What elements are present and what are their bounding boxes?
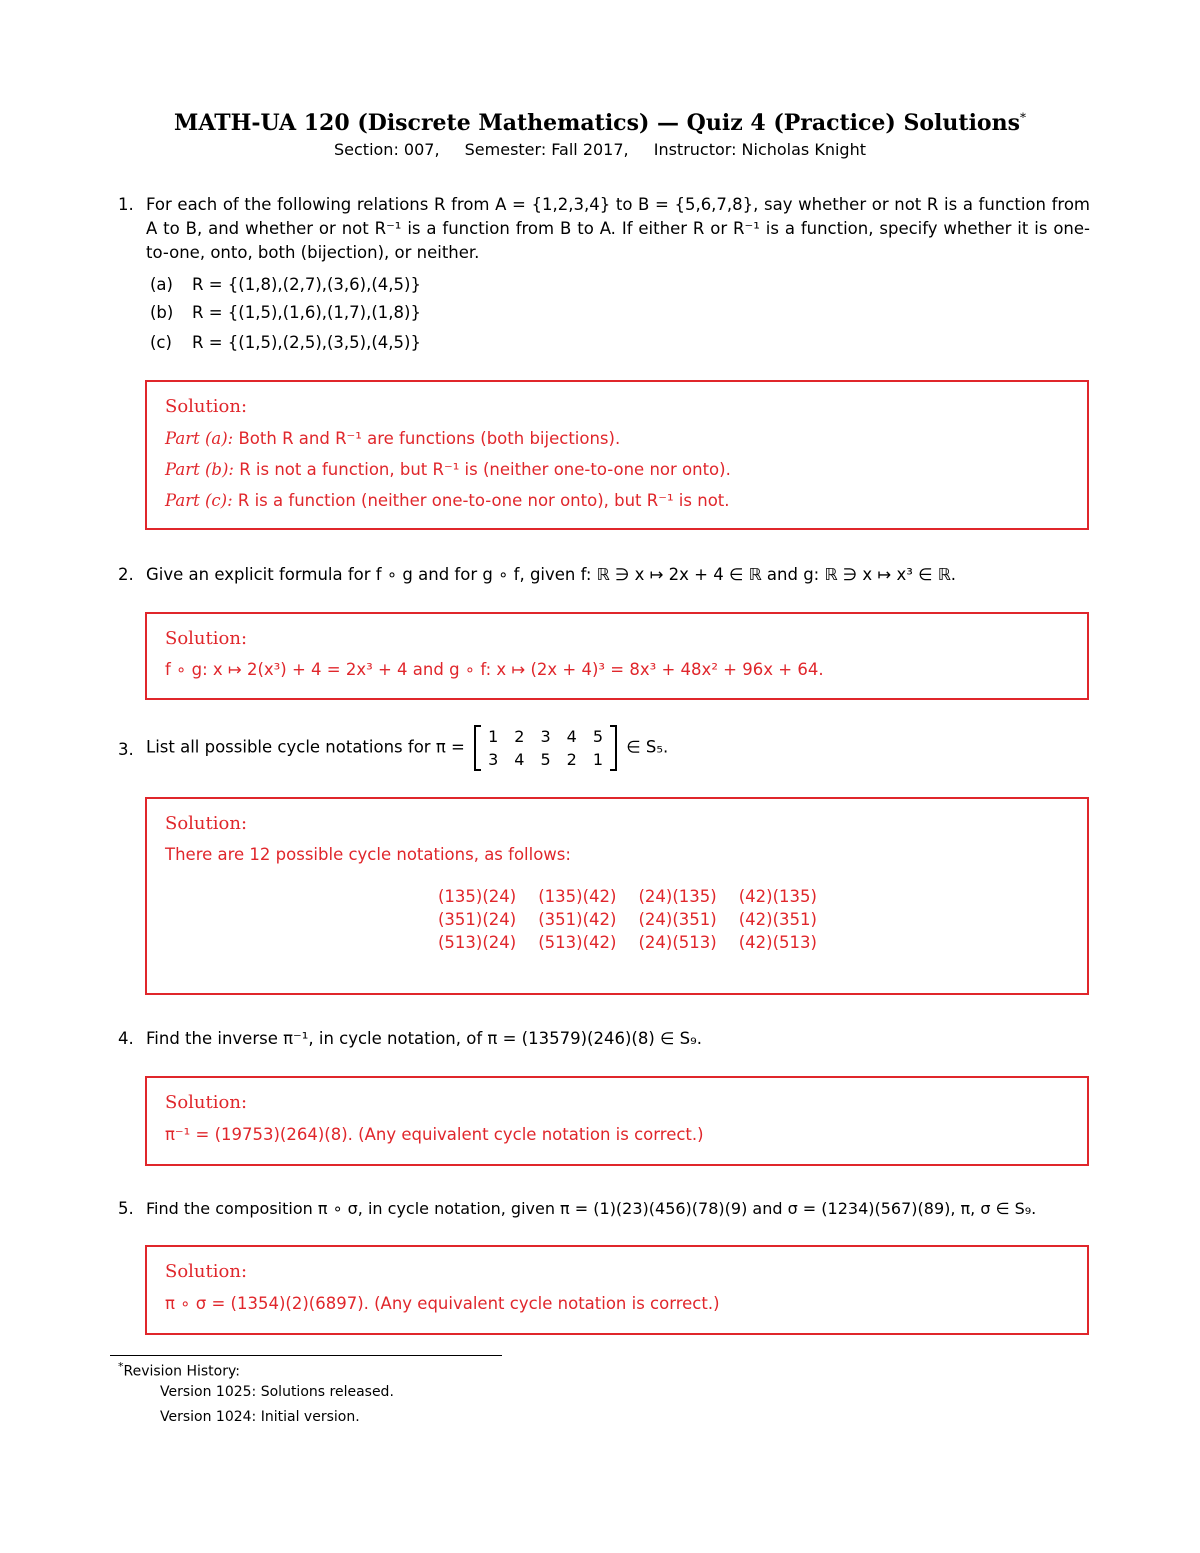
question-4: 4. Find the inverse π⁻¹, in cycle notation, of π = (13579)(246)(8) ∈ S₉. <box>118 1029 702 1048</box>
permutation-matrix: 1 2 3 4 5 3 4 5 2 1 <box>474 725 617 771</box>
page-title: MATH-UA 120 (Discrete Mathematics) — Quiz 4 (Practice) Solutions* <box>174 110 1026 136</box>
part-c: (c) R = {(1,5),(2,5),(3,5),(4,5)} <box>150 333 421 352</box>
footnote-title: *Revision History: <box>118 1360 240 1380</box>
question-1: 1. For each of the following relations R from A = {1,2,3,4} to B = {5,6,7,8}, say whether or not R is a function from A to B, and whether or not R⁻¹ is a function from B to A. If either R or R⁻¹ is a function, specify whether it is one-to-one, onto, both (bijection), or neither. <box>118 193 1090 265</box>
solution-box-3: Solution: There are 12 possible cycle notations, as follows: (135)(24) (135)(42) (24)(135) (42)(135) (351)(24) (351)(42) (24)(351) (42)(351) (513)(24) (513)(42) (24)(513) (42)(513) <box>145 797 1089 995</box>
question-5: 5. Find the composition π ∘ σ, in cycle notation, given π = (1)(23)(456)(78)(9) and σ = (1234)(567)(89), π, σ ∈ S₉. <box>118 1199 1037 1218</box>
course-info <box>0 140 1200 159</box>
instructor-label: Instructor: Nicholas Knight <box>653 140 866 159</box>
solution-box-1: Solution: Part (a): Both R and R⁻¹ are functions (both bijections). Part (b): R is not a function, but R⁻¹ is (neither one-to-one nor onto). Part (c): R is a function (neither one-to-one nor onto), but R⁻¹ is not. <box>145 380 1089 530</box>
solution-box-2: Solution: f ∘ g: x ↦ 2(x³) + 4 = 2x³ + 4 and g ∘ f: x ↦ (2x + 4)³ = 8x³ + 48x² + 96x + 64. <box>145 612 1089 700</box>
solution-box-4: Solution: π⁻¹ = (19753)(264)(8). (Any equivalent cycle notation is correct.) <box>145 1076 1089 1166</box>
question-3: 3. List all possible cycle notations for π = 1 2 3 4 5 3 4 5 2 1 ∈ S₅. <box>118 727 669 769</box>
footnote-entry: Version 1025: Solutions released. <box>160 1384 394 1400</box>
semester-label: Semester: Fall 2017, <box>464 140 629 159</box>
cycle-notation-grid: (135)(24) (135)(42) (24)(135) (42)(135) (351)(24) (351)(42) (24)(351) (42)(351) (513)(24) (513)(42) (24)(513) (42)(513) <box>438 887 817 952</box>
footnote-rule <box>110 1355 502 1356</box>
section-label: Section: 007, <box>334 140 440 159</box>
question-2: 2. Give an explicit formula for f ∘ g and for g ∘ f, given f: ℝ ∋ x ↦ 2x + 4 ∈ ℝ and g: ℝ ∋ x ↦ x³ ∈ ℝ. <box>118 565 957 584</box>
solution-box-5: Solution: π ∘ σ = (1354)(2)(6897). (Any equivalent cycle notation is correct.) <box>145 1245 1089 1335</box>
part-a: (a) R = {(1,8),(2,7),(3,6),(4,5)} <box>150 275 421 294</box>
part-b: (b) R = {(1,5),(1,6),(1,7),(1,8)} <box>150 303 421 322</box>
question-text: For each of the following relations R from A = {1,2,3,4} to B = {5,6,7,8}, say whether or not R is a function from A to B, and whether or not R⁻¹ is a function from B to A. If either R or R⁻¹ is a function, specify whether it is one-to-one, onto, both (bijection), or neither. <box>146 195 1090 262</box>
footnote-entry: Version 1024: Initial version. <box>160 1409 360 1425</box>
